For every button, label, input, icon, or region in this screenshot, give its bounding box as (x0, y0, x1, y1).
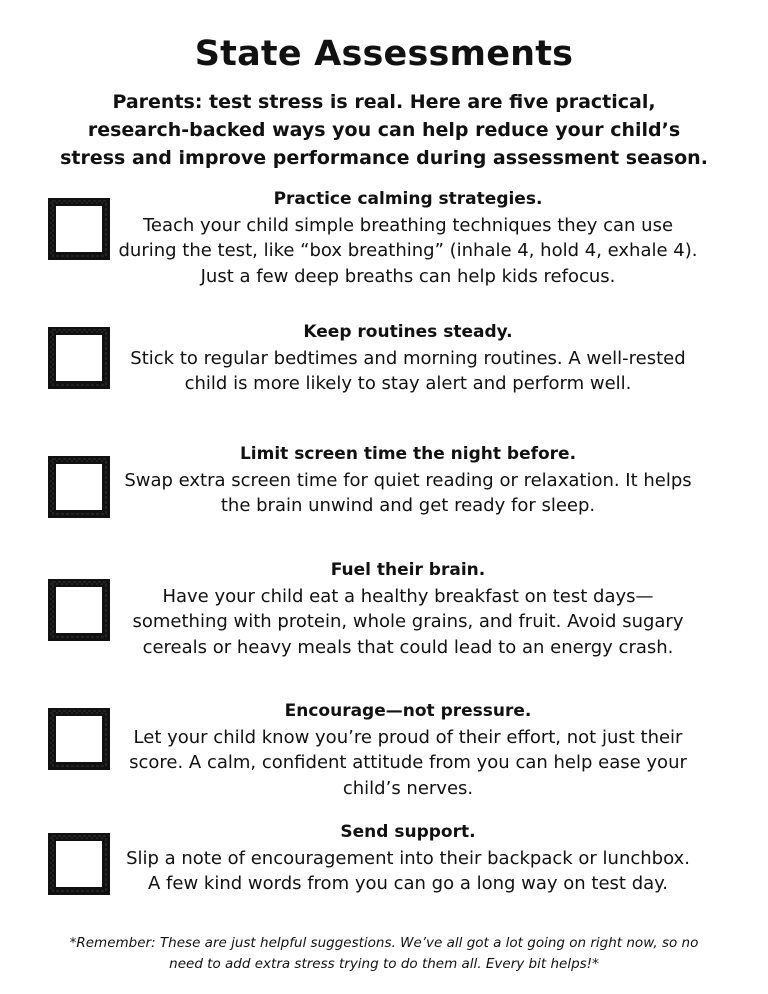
intro-paragraph: Parents: test stress is real. Here are five practical, research-backed ways you can help reduce your child’s stress and improve performance during assessment season. (60, 91, 708, 169)
item-body: Stick to regular bedtimes and morning routines. A well-rested child is more likely to stay alert and perform well. (130, 347, 686, 394)
item-title: Keep routines steady. (303, 322, 513, 342)
checkbox-icon[interactable] (47, 455, 111, 519)
item-body: Swap extra screen time for quiet reading or relaxation. It helps the brain unwind and get ready for sleep. (124, 469, 692, 516)
item-title: Send support. (340, 822, 476, 842)
item-title: Encourage—not pressure. (284, 701, 532, 721)
list-item (118, 442, 698, 519)
item-body: Let your child know you’re proud of their effort, not just their score. A calm, confident attitude from you can help ease your child’s nerves. (129, 726, 687, 799)
page-title: State Assessments (194, 34, 574, 74)
list-item (118, 558, 698, 660)
list-item (118, 187, 698, 289)
checkbox-icon[interactable] (47, 578, 111, 642)
item-body: Teach your child simple breathing techniques they can use during the test, like “box breathing” (inhale 4, hold 4, exhale 4). Just a few deep breaths can help kids refocus. (118, 214, 698, 287)
item-title: Practice calming strategies. (273, 189, 543, 209)
item-body: Have your child eat a healthy breakfast on test days—something with protein, whole grains, and fruit. Avoid sugary cereals or heavy meals that could lead to an energy crash. (132, 585, 684, 658)
checkbox-icon[interactable] (47, 326, 111, 390)
item-title: Fuel their brain. (330, 560, 486, 580)
checkbox-icon[interactable] (47, 707, 111, 771)
list-item (118, 699, 698, 801)
footnote: *Remember: These are just helpful suggestions. We’ve all got a lot going on right now, so no need to add extra stress trying to do them all. Every bit helps!* (69, 935, 699, 972)
item-title: Limit screen time the night before. (239, 444, 577, 464)
checkbox-icon[interactable] (47, 832, 111, 896)
item-body: Slip a note of encouragement into their backpack or lunchbox. A few kind words from you can go a long way on test day. (126, 847, 690, 894)
list-item (118, 820, 698, 897)
list-item (118, 320, 698, 397)
checkbox-icon[interactable] (47, 197, 111, 261)
